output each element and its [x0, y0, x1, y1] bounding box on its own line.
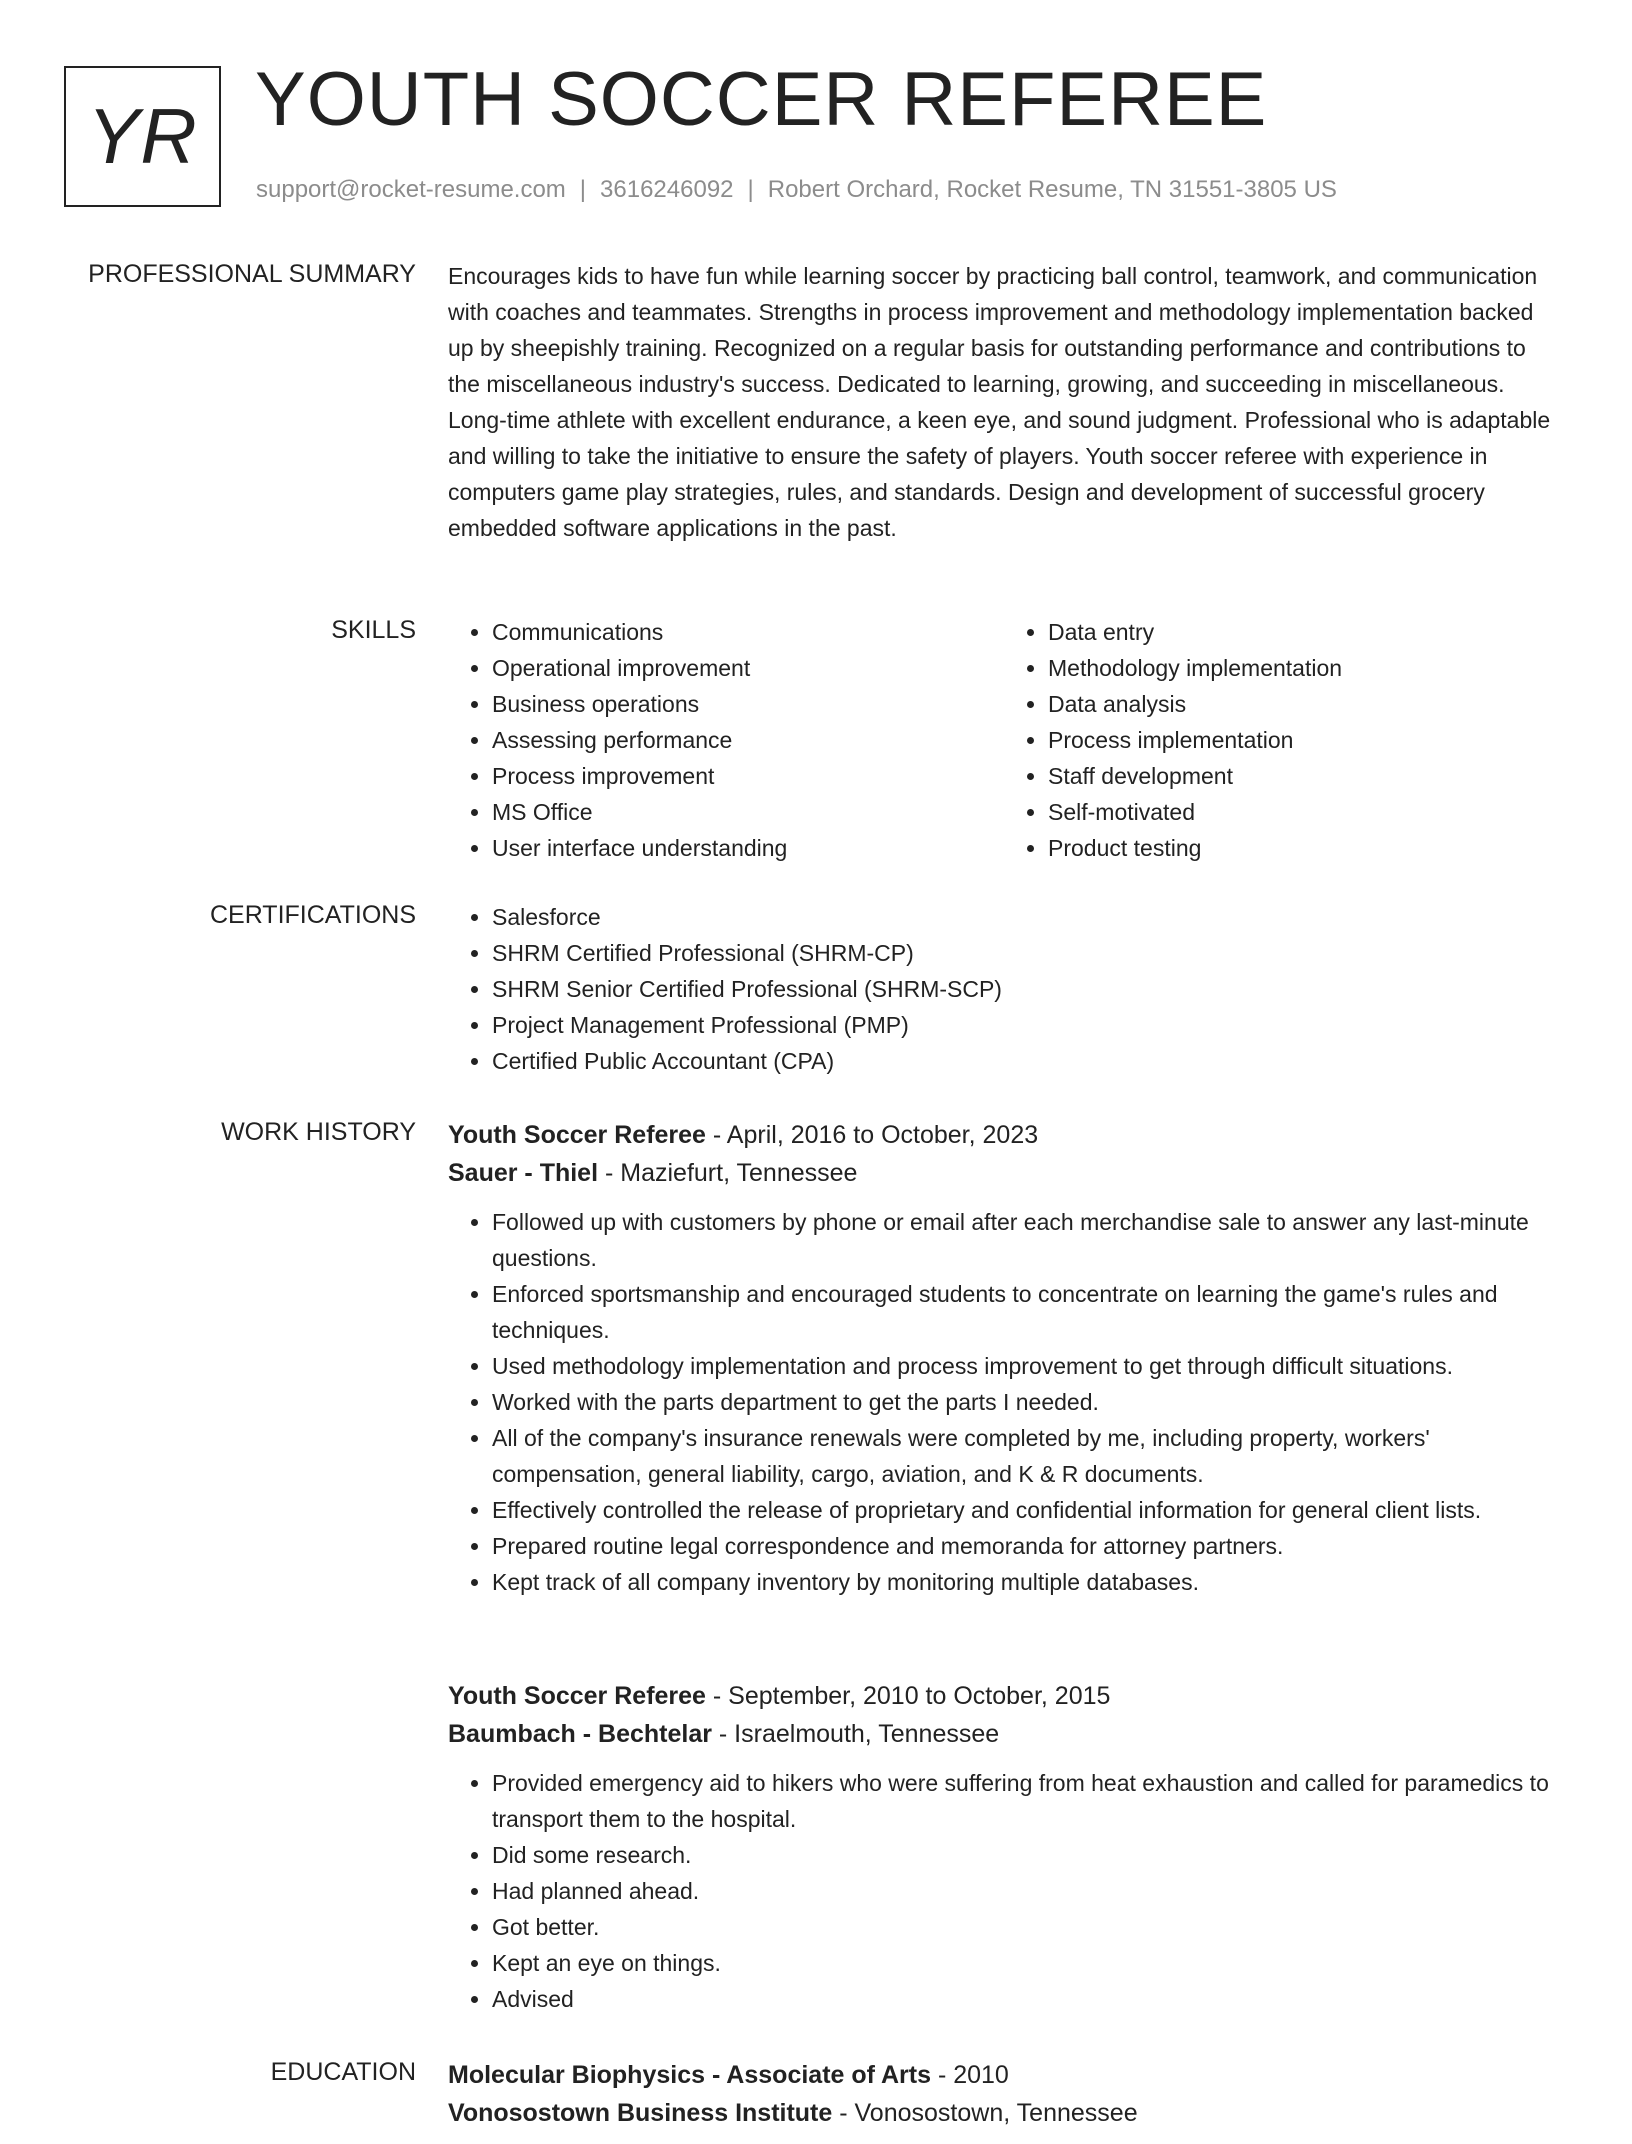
certifications-body	[448, 899, 1560, 1079]
job-duty-item: • Kept an eye on things.	[492, 1945, 1560, 1981]
job-duty-item: • Followed up with customers by phone or email after each merchandise sale to answer any last-minute questions.	[492, 1204, 1560, 1276]
job-duty-item: • Effectively controlled the release of proprietary and confidential information for general client lists.	[492, 1492, 1560, 1528]
skill-item: • Assessing performance	[492, 722, 1004, 758]
job-location: - Maziefurt, Tennessee	[598, 1159, 858, 1187]
monogram-box	[64, 66, 221, 207]
job-company-line	[448, 1154, 1560, 1192]
contact-address: Robert Orchard, Rocket Resume, TN 31551-3805 US	[767, 176, 1337, 203]
job-entry	[448, 1677, 1560, 2017]
job-entry	[448, 1116, 1560, 1600]
certification-item: • Certified Public Accountant (CPA)	[492, 1043, 1560, 1079]
education-school: Vonosostown Business Institute	[448, 2099, 833, 2127]
skill-item: • Self-motivated	[1048, 794, 1560, 830]
education-location: - Vonosostown, Tennessee	[832, 2099, 1138, 2127]
skill-item: • Data analysis	[1048, 686, 1560, 722]
summary-text: Encourages kids to have fun while learning soccer by practicing ball control, teamwork, and communication with coaches and teammates. Strengths in process improvement and methodology implementation backed up by sheepishly training. Recognized on a regular basis for outstanding performance and contributions to the miscellaneous industry's success. Dedicated to learning, growing, and succeeding in miscellaneous. Long-time athlete with excellent endurance, a keen eye, and sound judgment. Professional who is adaptable and willing to take the initiative to ensure the safety of players. Youth soccer referee with experience in computers game play strategies, rules, and standards. Design and development of successful grocery embedded software applications in the past.	[448, 263, 1551, 541]
certifications-list	[448, 899, 1560, 1079]
education-degree: Molecular Biophysics - Associate of Arts	[448, 2061, 931, 2089]
job-dates: - September, 2010 to October, 2015	[705, 1682, 1111, 1710]
contact-line	[256, 176, 1337, 204]
skill-item: • User interface understanding	[492, 830, 1004, 866]
certification-item: • Project Management Professional (PMP)	[492, 1007, 1560, 1043]
job-company: Sauer - Thiel	[448, 1159, 599, 1187]
job-duty-item: • Used methodology implementation and process improvement to get through difficult situations.	[492, 1348, 1560, 1384]
contact-phone: 3616246092	[600, 176, 734, 203]
resume-title: YOUTH SOCCER REFEREE	[255, 57, 1268, 142]
job-duty-item: • Got better.	[492, 1909, 1560, 1945]
certification-item: • Salesforce	[492, 899, 1560, 935]
education-label: EDUCATION	[270, 2058, 416, 2086]
job-location: - Israelmouth, Tennessee	[711, 1720, 1000, 1748]
skill-item: • Product testing	[1048, 830, 1560, 866]
skill-item: • Business operations	[492, 686, 1004, 722]
skills-body	[448, 614, 1560, 866]
job-dates: - April, 2016 to October, 2023	[705, 1121, 1039, 1149]
skill-item: • Process improvement	[492, 758, 1004, 794]
job-duty-item: • Had planned ahead.	[492, 1873, 1560, 1909]
job-company-line	[448, 1715, 1560, 1753]
skill-item: • Methodology implementation	[1048, 650, 1560, 686]
contact-separator: |	[747, 176, 754, 203]
job-company: Baumbach - Bechtelar	[448, 1720, 712, 1748]
contact-separator: |	[579, 176, 587, 203]
education-degree-line	[448, 2056, 1560, 2094]
job-duty-item: • Worked with the parts department to get the parts I needed.	[492, 1384, 1560, 1420]
skill-item: • MS Office	[492, 794, 1004, 830]
skills-label: SKILLS	[331, 616, 416, 644]
certifications-label: CERTIFICATIONS	[209, 901, 416, 929]
job-title: Youth Soccer Referee	[448, 1121, 706, 1149]
skill-item: • Data entry	[1048, 614, 1560, 650]
job-duties-list	[448, 1204, 1560, 1600]
skills-list-right	[1004, 614, 1560, 866]
skills-list-left	[448, 614, 1004, 866]
education-school-line	[448, 2094, 1560, 2132]
job-duty-item: • Enforced sportsmanship and encouraged students to concentrate on learning the game's rules and techniques.	[492, 1276, 1560, 1348]
job-duty-item: • Prepared routine legal correspondence and memoranda for attorney partners.	[492, 1528, 1560, 1564]
education-year: - 2010	[931, 2061, 1009, 2089]
contact-email: support@rocket-resume.com	[256, 176, 566, 203]
job-duty-item: • Kept track of all company inventory by monitoring multiple databases.	[492, 1564, 1560, 1600]
work-label: WORK HISTORY	[221, 1118, 416, 1146]
certification-item: • SHRM Certified Professional (SHRM-CP)	[492, 935, 1560, 971]
skill-item: • Operational improvement	[492, 650, 1004, 686]
job-duty-item: • All of the company's insurance renewals were completed by me, including property, workers' compensation, general liability, cargo, aviation, and K & R documents.	[492, 1420, 1560, 1492]
job-duty-item: • Did some research.	[492, 1837, 1560, 1873]
job-title: Youth Soccer Referee	[448, 1682, 706, 1710]
skill-item: • Process implementation	[1048, 722, 1560, 758]
certification-item: • SHRM Senior Certified Professional (SHRM-SCP)	[492, 971, 1560, 1007]
education-entry	[448, 2056, 1560, 2144]
job-title-line	[448, 1116, 1560, 1154]
job-duties-list	[448, 1765, 1560, 2017]
job-title-line	[448, 1677, 1560, 1715]
summary-label: PROFESSIONAL SUMMARY	[88, 260, 416, 288]
monogram-initials: YR	[87, 92, 198, 180]
job-duty-item: • Advised	[492, 1981, 1560, 2017]
job-duty-item: • Provided emergency aid to hikers who were suffering from heat exhaustion and called for paramedics to transport them to the hospital.	[492, 1765, 1560, 1837]
skill-item: • Staff development	[1048, 758, 1560, 794]
skill-item: • Communications	[492, 614, 1004, 650]
